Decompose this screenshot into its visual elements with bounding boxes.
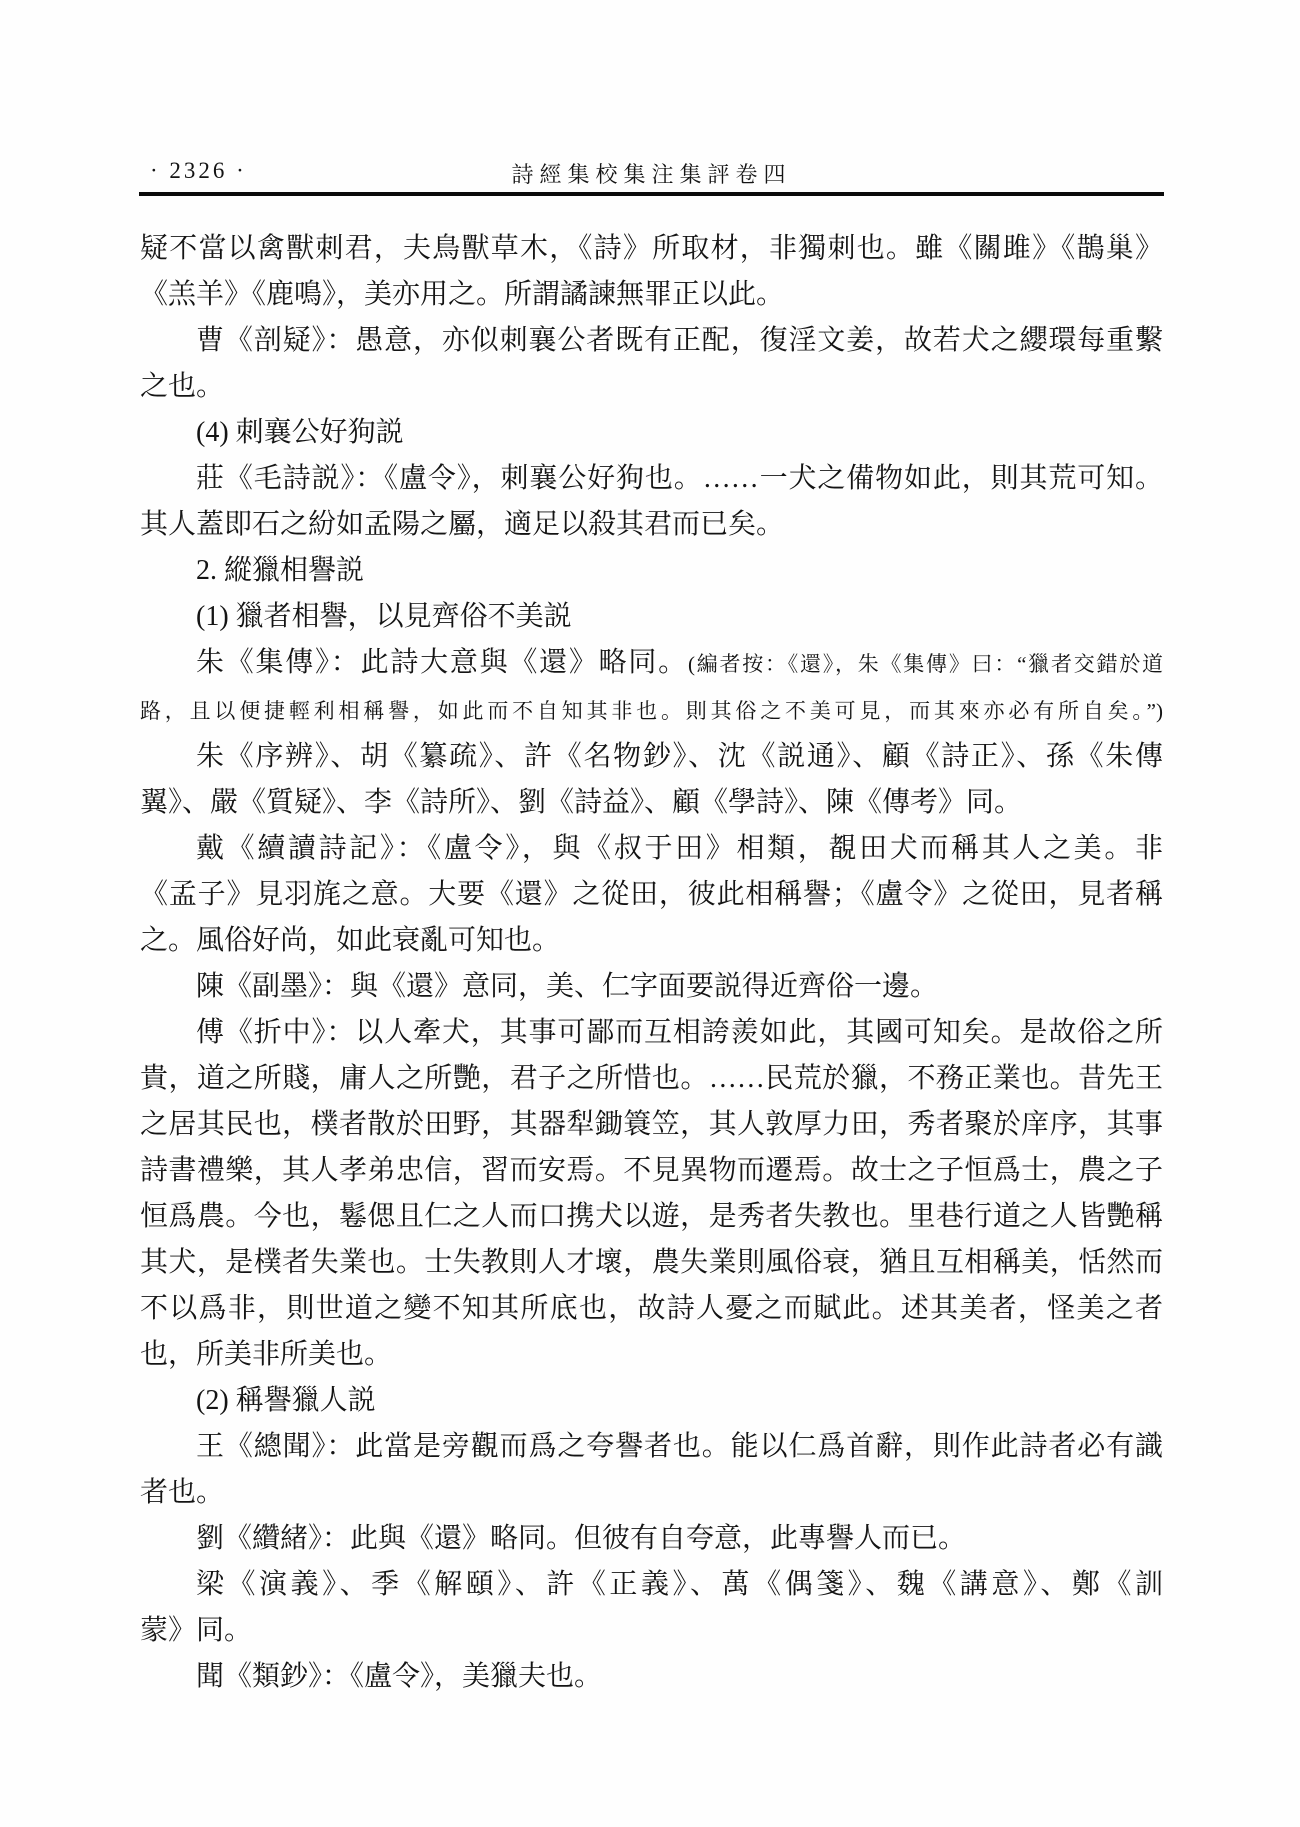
text-line [140, 410, 1163, 456]
text-line [140, 687, 1163, 734]
text-line [140, 1470, 1163, 1516]
text-line [140, 1562, 1163, 1608]
text-line [140, 456, 1163, 502]
text-run: 恒爲農。今也，鬈偲且仁之人而口携犬以遊，是秀者失教也。里巷行道之人皆艷稱 [140, 1201, 1163, 1232]
text-run: 其人蓋即石之紛如孟陽之屬，適足以殺其君而已矣。 [140, 509, 785, 540]
text-run: 2. 縱獵相譽説 [196, 555, 365, 586]
text-run: 其犬，是樸者失業也。士失教則人才壞，農失業則風俗衰，猶且互相稱美，恬然而 [140, 1247, 1163, 1278]
text-run: 《羔羊》《鹿鳴》，美亦用之。所謂譎諫無罪正以此。 [140, 279, 785, 310]
page-header [140, 156, 1163, 186]
page-number: · 2326 · [150, 158, 247, 183]
text-line [140, 1424, 1163, 1470]
text-line [140, 1148, 1163, 1194]
text-line [140, 640, 1163, 687]
text-line [140, 226, 1163, 272]
editor-note-run: 路，且以便捷輕利相稱譽，如此而不自知其非也。則其俗之不美可見，而其來亦必有所自矣。”) [140, 699, 1163, 723]
text-run: 也，所美非所美也。 [140, 1339, 393, 1370]
text-line [140, 826, 1163, 872]
text-line [140, 318, 1163, 364]
text-line [140, 1194, 1163, 1240]
text-run: 陳《副墨》：與《還》意同，美、仁字面要説得近齊俗一邊。 [196, 971, 939, 1002]
text-line [140, 1332, 1163, 1378]
text-line [140, 1286, 1163, 1332]
text-run: 之也。 [140, 371, 225, 402]
text-line [140, 594, 1163, 640]
text-line [140, 272, 1163, 318]
text-line [140, 548, 1163, 594]
text-line [140, 1378, 1163, 1424]
text-line [140, 734, 1163, 780]
text-run: 朱《序辨》、胡《纂疏》、許《名物鈔》、沈《説通》、顧《詩正》、孫《朱傳 [196, 741, 1163, 772]
page-body [140, 226, 1163, 1700]
text-run: 朱《集傳》：此詩大意與《還》略同。 [196, 647, 688, 678]
text-run: 《孟子》見羽旄之意。大要《還》之從田，彼此相稱譽；《盧令》之從田，見者稱 [140, 879, 1163, 910]
text-line [140, 780, 1163, 826]
text-run: 傅《折中》：以人牽犬，其事可鄙而互相誇羨如此，其國可知矣。是故俗之所 [196, 1017, 1163, 1048]
text-run: 曹《剖疑》：愚意，亦似刺襄公者既有正配，復淫文姜，故若犬之纓環每重繫 [196, 325, 1163, 356]
text-line [140, 1654, 1163, 1700]
text-line [140, 1516, 1163, 1562]
text-run: 蒙》同。 [140, 1615, 253, 1646]
text-line [140, 1102, 1163, 1148]
text-line [140, 1240, 1163, 1286]
text-line [140, 502, 1163, 548]
text-run: 戴《續讀詩記》：《盧令》，與《叔于田》相類，覩田犬而稱其人之美。非 [196, 833, 1163, 864]
text-run: (4) 刺襄公好狗説 [196, 417, 404, 448]
text-run: (1) 獵者相譽，以見齊俗不美説 [196, 601, 572, 632]
text-line [140, 1608, 1163, 1654]
header-rule [139, 192, 1164, 196]
text-run: 王《總聞》：此當是旁觀而爲之夸譽者也。能以仁爲首辭，則作此詩者必有識 [196, 1431, 1163, 1462]
text-line [140, 364, 1163, 410]
text-run: 貴，道之所賤，庸人之所艷，君子之所惜也。……民荒於獵，不務正業也。昔先王 [140, 1063, 1163, 1094]
editor-note-run: (編者按：《還》，朱《集傳》曰：“獵者交錯於道 [687, 652, 1163, 676]
text-line [140, 872, 1163, 918]
text-run: 莊《毛詩説》：《盧令》，刺襄公好狗也。……一犬之備物如此，則其荒可知。 [196, 463, 1163, 494]
text-run: 劉《纘緒》：此與《還》略同。但彼有自夸意，此專譽人而已。 [196, 1523, 967, 1554]
text-run: (2) 稱譽獵人説 [196, 1385, 376, 1416]
text-run: 不以爲非，則世道之變不知其所底也，故詩人憂之而賦此。述其美者，怪美之者 [140, 1293, 1163, 1324]
running-title: 詩經集校集注集評卷四 [511, 162, 792, 187]
text-run: 聞《類鈔》：《盧令》，美獵夫也。 [196, 1661, 603, 1692]
text-run: 者也。 [140, 1477, 225, 1508]
text-run: 疑不當以禽獸刺君，夫鳥獸草木，《詩》所取材，非獨刺也。雖《關雎》《鵲巢》 [140, 233, 1163, 264]
text-line [140, 1056, 1163, 1102]
text-run: 梁《演義》、季《解頤》、許《正義》、萬《偶箋》、魏《講意》、鄭《訓 [196, 1569, 1163, 1600]
text-run: 翼》、嚴《質疑》、李《詩所》、劉《詩益》、顧《學詩》、陳《傳考》同。 [140, 787, 1023, 818]
text-line [140, 1010, 1163, 1056]
text-line [140, 964, 1163, 1010]
text-line [140, 918, 1163, 964]
text-run: 之。風俗好尚，如此衰亂可知也。 [140, 925, 561, 956]
text-run: 詩書禮樂，其人孝弟忠信，習而安焉。不見異物而遷焉。故士之子恒爲士，農之子 [140, 1155, 1163, 1186]
text-run: 之居其民也，樸者散於田野，其器犁鋤簑笠，其人敦厚力田，秀者聚於庠序，其事 [140, 1109, 1163, 1140]
